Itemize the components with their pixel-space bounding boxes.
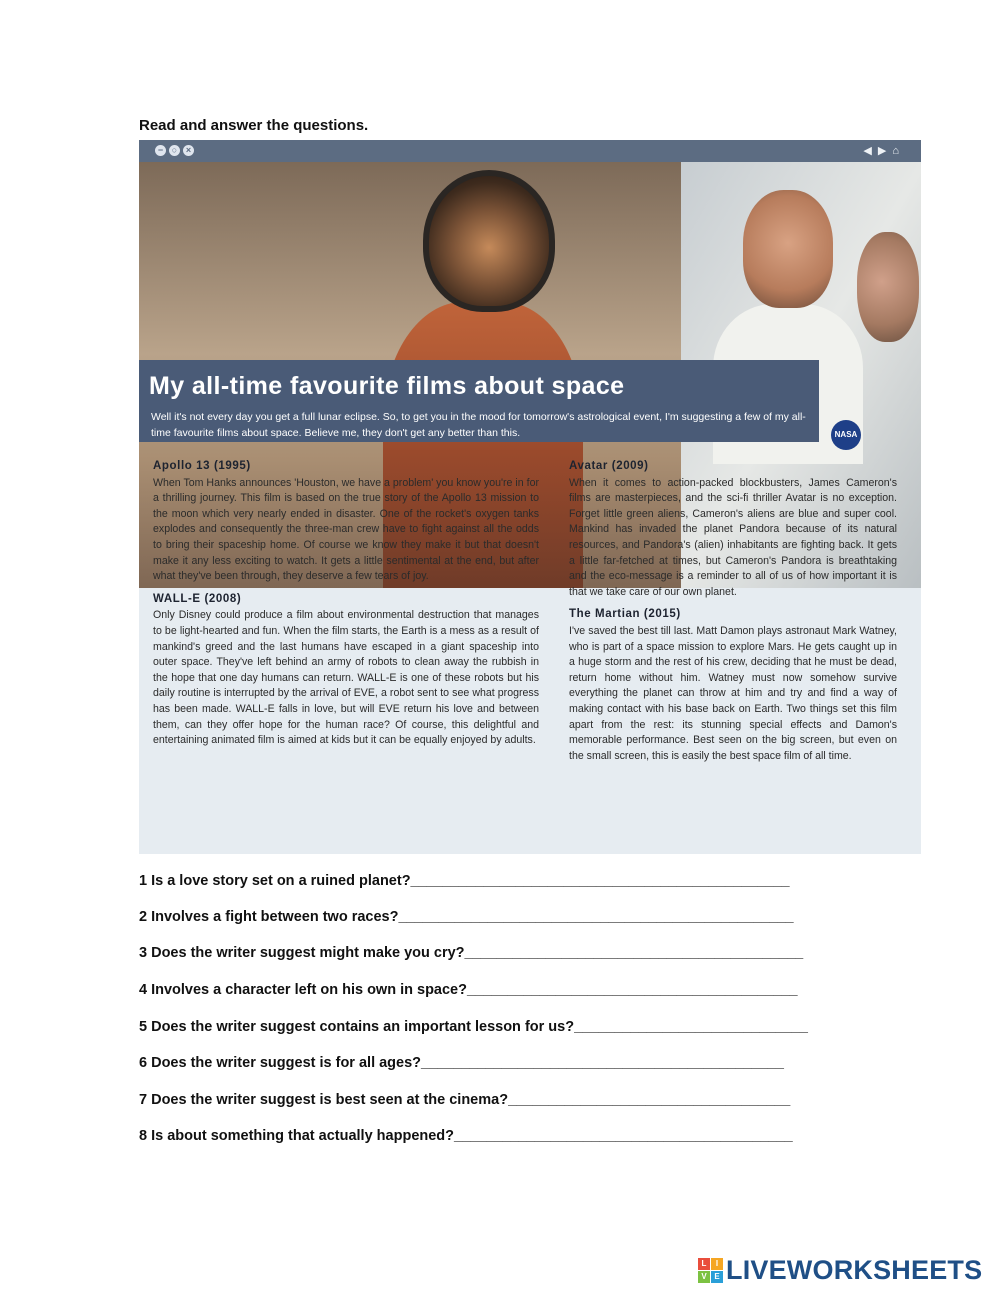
logo-block: I <box>711 1258 723 1270</box>
astronaut-helmet <box>423 170 555 312</box>
question-7[interactable]: 7 Does the writer suggest is best seen at the cinema?___________________________________ <box>139 1092 791 1108</box>
film-review-apollo: When Tom Hanks announces 'Houston, we have a problem' you know you're in for a thrilling journey. This film is based on the true story of the Apollo 13 mission to the moon which very nearly ended in disaster. One of the rocket's oxygen tanks explodes and consequently the three-man crew have to fight against all the odds to bring their spaceship home. Of course we know they make it but that doesn't make it any less exciting to watch. It gets a little sentimental at the end, but after what they've been through, they deserve a few tears of joy. <box>153 476 539 583</box>
question-6[interactable]: 6 Does the writer suggest is for all ages?_____________________________________________ <box>139 1055 784 1071</box>
arrow-left-icon: ◀ <box>863 145 872 157</box>
home-icon: ⌂ <box>892 145 899 157</box>
arrow-right-icon: ▶ <box>877 145 887 157</box>
film-title-apollo: Apollo 13 (1995) <box>153 460 251 472</box>
article-left-column <box>153 459 539 749</box>
article-right-column <box>569 459 897 764</box>
question-5[interactable]: 5 Does the writer suggest contains an important lesson for us?_____________________________ <box>139 1019 808 1035</box>
article-title-box <box>139 360 819 442</box>
crew-face-2 <box>857 232 919 342</box>
maximize-icon: ○ <box>169 145 180 156</box>
window-nav <box>863 143 899 159</box>
nasa-logo-icon: NASA <box>831 420 861 450</box>
logo-block: L <box>698 1258 710 1270</box>
article-title: My all-time favourite films about space <box>149 372 625 400</box>
minimize-icon: − <box>155 145 166 156</box>
question-1[interactable]: 1 Is a love story set on a ruined planet?_______________________________________________ <box>139 873 790 889</box>
question-4[interactable]: 4 Involves a character left on his own in space?_________________________________________ <box>139 982 798 998</box>
question-8[interactable]: 8 Is about something that actually happened?__________________________________________ <box>139 1128 793 1144</box>
article-panel <box>139 140 921 854</box>
window-top-bar <box>139 140 921 162</box>
logo-block: V <box>698 1271 710 1283</box>
question-3[interactable]: 3 Does the writer suggest might make you cry?__________________________________________ <box>139 945 804 961</box>
film-review-walle: Only Disney could produce a film about environmental destruction that manages to be light-hearted and fun. When the film starts, the Earth is a mess as a result of mankind's greed and the last humans have escaped in a giant spaceship into outer space. They've left behind an army of robots to clean away the rubbish in the hope that one day humans can return. WALL-E is one of these robots but his daily routine is interrupted by the arrival of EVE, a robot sent to see what progress has been made. WALL-E falls in love, but will EVE return his love and between them, can they offer hope for the human race? Of course, this delightful and entertaining animated film is aimed at kids but it can be equally enjoyed by adults. <box>153 609 539 747</box>
film-title-walle: WALL-E (2008) <box>153 592 242 605</box>
window-controls <box>155 145 194 156</box>
question-2[interactable]: 2 Involves a fight between two races?_________________________________________________ <box>139 909 794 925</box>
crew-face-1 <box>743 190 833 308</box>
article-intro: Well it's not every day you get a full lunar eclipse. So, to get you in the mood for tomorrow's astrological event, I'm suggesting a few of my all-time favourite films about space. Believe me, they don't get any better than this. <box>151 411 806 439</box>
logo-blocks-icon <box>698 1258 723 1283</box>
close-icon: × <box>183 145 194 156</box>
film-title-martian: The Martian (2015) <box>569 608 681 621</box>
film-review-avatar: When it comes to action-packed blockbusters, James Cameron's films are masterpieces, and the sci-fi thriller Avatar is no exception. Forget little green aliens, Cameron's aliens are blue and super cool. Mankind has invaded the planet Pandora because of its natural resources, and Pandora's (alien) inhabitants are fighting back. It gets a little far-fetched at times, but Cameron's Pandora is breathtaking and the eco-message is a reminder to all of us of how important it is that we take care of our own planet. <box>569 476 897 598</box>
film-review-martian: I've saved the best till last. Matt Damon plays astronaut Mark Watney, who is part of a space mission to explore Mars. He gets caught up in a huge storm and the rest of his crew, deciding that he must be dead, return home without him. Watney must now somehow survive everything the planet can throw at him and try and find a way of making contact with his base back on Earth. Two things set this film apart from the rest: its stunning special effects and Damon's memorable performance. Best seen on the big screen, but even on the small screen, this is easily the best space film of all time. <box>569 624 897 762</box>
instructions: Read and answer the questions. <box>139 117 369 134</box>
logo-block: E <box>711 1271 723 1283</box>
film-title-avatar: Avatar (2009) <box>569 460 649 472</box>
logo-text: LIVEWORKSHEETS <box>726 1255 983 1285</box>
liveworksheets-logo <box>698 1255 982 1286</box>
